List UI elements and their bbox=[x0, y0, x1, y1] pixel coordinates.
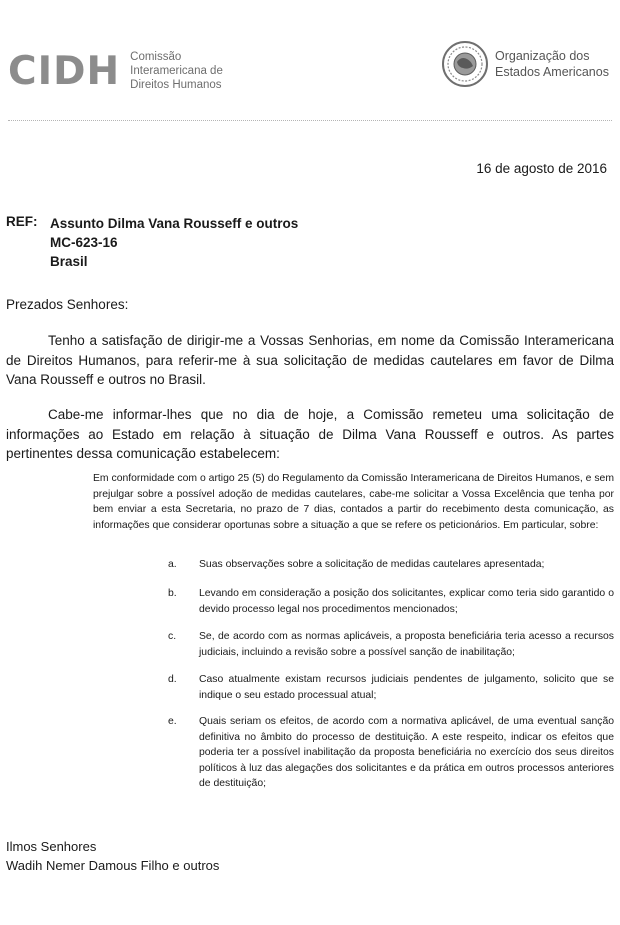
addressee-block bbox=[6, 837, 219, 875]
oas-name bbox=[495, 48, 609, 80]
item-letter: a. bbox=[168, 559, 177, 570]
ref-country: Brasil bbox=[50, 254, 88, 269]
ref-case-number: MC-623-16 bbox=[50, 235, 118, 250]
quoted-request: Em conformidade com o artigo 25 (5) do Regulamento da Comissão Interamericana de Direitos Humanos, e sem prejulgar sobre a possível adoção de medidas cautelares, cabe-me solicitar a Vossa Excelência que tenha por bem enviar a esta Secretaria, no prazo de 7 dias, contados a partir do recebimento desta comunicação, as informações que considerar oportunas sobre a situação a que se refere os peticionários. Em particular, sobre: bbox=[93, 473, 614, 531]
ref-label: REF: bbox=[6, 214, 38, 229]
cidh-name bbox=[130, 50, 223, 92]
salutation: Prezados Senhores: bbox=[6, 297, 129, 312]
item-letter: c. bbox=[168, 631, 177, 642]
list-item bbox=[168, 586, 614, 617]
item-letter: d. bbox=[168, 674, 177, 685]
addressee-title: Ilmos Senhores bbox=[6, 839, 97, 854]
list-item bbox=[168, 672, 614, 703]
item-text: Caso atualmente existam recursos judiciais pendentes de julgamento, solicito que se indique o seu estado processual atual; bbox=[199, 674, 614, 701]
cidh-name-line: Direitos Humanos bbox=[130, 79, 222, 91]
cidh-wordmark: CIDH bbox=[8, 48, 121, 94]
list-item bbox=[168, 629, 614, 660]
addressee-names: Wadih Nemer Damous Filho e outros bbox=[6, 858, 220, 873]
oas-logo bbox=[441, 40, 609, 88]
list-item bbox=[168, 557, 614, 573]
oas-name-line: Organização dos bbox=[495, 49, 590, 63]
item-letter: e. bbox=[168, 716, 177, 727]
cidh-name-line: Comissão bbox=[130, 51, 182, 63]
ref-subject: Assunto Dilma Vana Rousseff e outros bbox=[50, 216, 299, 231]
header-divider bbox=[8, 120, 612, 121]
item-text: Suas observações sobre a solicitação de medidas cautelares apresentada; bbox=[199, 559, 545, 570]
item-letter: b. bbox=[168, 588, 177, 599]
cidh-logo bbox=[8, 50, 223, 92]
ref-details bbox=[50, 214, 298, 271]
list-item bbox=[168, 714, 614, 792]
body-paragraph: Tenho a satisfação de dirigir-me a Vossas Senhorias, em nome da Comissão Interamericana de Direitos Humanos, para referir-me à sua solicitação de medidas cautelares em favor de Dilma Vana Rousseff e outros no Brasil. bbox=[6, 333, 614, 387]
body-paragraph: Cabe-me informar-lhes que no dia de hoje, a Comissão remeteu uma solicitação de informações ao Estado em relação à situação de Dilma Vana Rousseff e outros. As partes pertinentes dessa comunicação estabelecem: bbox=[6, 407, 614, 461]
item-text: Levando em consideração a posição dos solicitantes, explicar como teria sido garantido o devido processo legal nos procedimentos mencionados; bbox=[199, 588, 614, 615]
cidh-name-line: Interamericana de bbox=[130, 65, 223, 77]
item-text: Quais seriam os efeitos, de acordo com a normativa aplicável, de uma eventual sanção definitiva no âmbito do processo de destituição. A este respeito, indicar os efeitos que poderia ter a possível inabilitação da proposta beneficiária no exercício dos seus direitos políticos à luz das alegações dos solicitantes e da prática em outros processos anteriores de destituição; bbox=[199, 716, 614, 789]
oas-name-line: Estados Americanos bbox=[495, 65, 609, 79]
letter-date: 16 de agosto de 2016 bbox=[476, 161, 607, 176]
item-text: Se, de acordo com as normas aplicáveis, a proposta beneficiária teria acesso a recursos judiciais, incluindo a revisão sobre a possível sanção de inabilitação; bbox=[199, 631, 614, 658]
oas-seal-icon bbox=[441, 40, 489, 88]
